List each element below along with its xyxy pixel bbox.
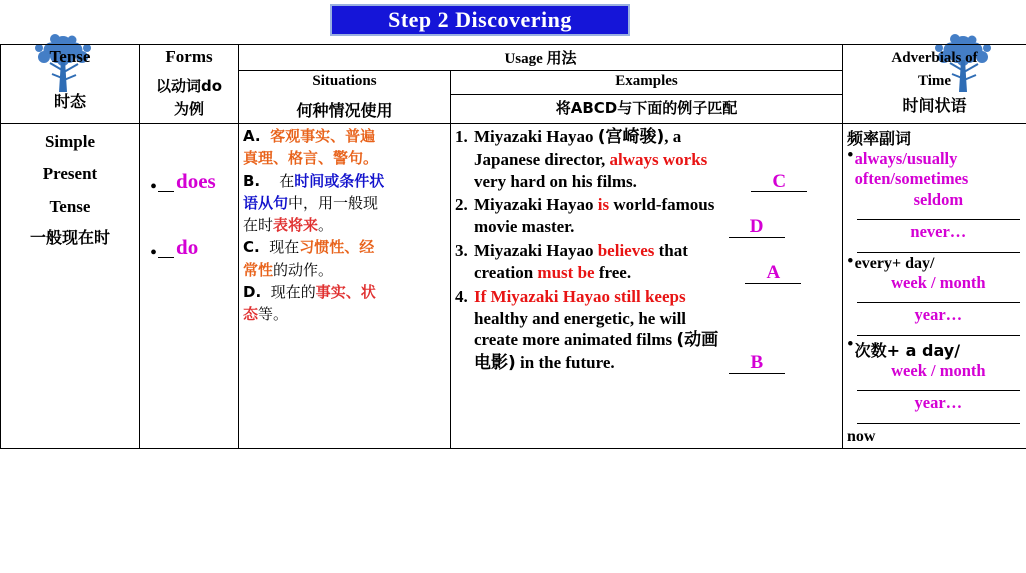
header-examples-cn: 将ABCD与下面的例子匹配: [451, 95, 843, 124]
header-adverbials-cn: 时间状语: [902, 95, 967, 115]
example-number: 1.: [455, 127, 468, 146]
grammar-table: [0, 44, 1026, 449]
bullet-icon: •: [150, 241, 158, 264]
adverbial-line: every+ day/: [854, 254, 935, 272]
adverbial-line: 次数+ a day/: [854, 340, 961, 360]
slide-title-banner: [330, 4, 630, 36]
adverbials-heading: 频率副词: [847, 129, 912, 148]
blank-rule[interactable]: [857, 293, 1020, 303]
example-text: Miyazaki Hayao is world-famous movie master. D: [474, 194, 838, 238]
adverbial-group-frequency: [847, 145, 1022, 255]
situation-line: 常性的动作。: [243, 260, 334, 279]
form-word-does: does: [176, 169, 216, 193]
situation-line: 态等。: [243, 305, 289, 324]
tense-line3: Tense: [49, 196, 91, 216]
example-item: [455, 194, 838, 238]
blank-rule[interactable]: [857, 414, 1020, 424]
fill-blank[interactable]: [158, 177, 174, 192]
blank-rule[interactable]: [857, 381, 1020, 391]
fill-blank[interactable]: [158, 243, 174, 258]
cell-forms: [140, 124, 239, 449]
page-title: Step 2 Discovering: [388, 7, 572, 32]
header-adverbials-line2: Time: [917, 73, 952, 90]
adverbial-line: never…: [910, 222, 967, 242]
example-number: 4.: [455, 286, 468, 306]
example-item: [455, 286, 838, 375]
bullet-icon: •: [150, 175, 158, 198]
form-entry-does: [150, 169, 234, 198]
bullet-icon: •: [847, 145, 854, 166]
header-situations: [239, 71, 451, 124]
header-usage: Usage 用法: [239, 45, 843, 71]
tense-line1: Simple: [44, 132, 96, 151]
example-number: 3.: [455, 241, 468, 261]
adverbial-line: week / month: [891, 360, 986, 380]
header-examples-en: Examples: [451, 71, 843, 95]
cell-adverbials: [843, 124, 1026, 449]
blank-rule[interactable]: [857, 243, 1020, 253]
adverbial-line: week / month: [891, 272, 986, 292]
example-text: If Miyazaki Hayao still keeps healthy and energetic, he will create more animated films (动画 电影) in the future. B: [474, 286, 838, 375]
example-text: Miyazaki Hayao believes that creation must be free. A: [474, 240, 838, 284]
cell-tense: [1, 124, 140, 449]
example-answer[interactable]: B: [729, 353, 785, 374]
example-number: 2.: [455, 195, 468, 215]
form-word-do: do: [176, 234, 199, 259]
header-situations-cn: 何种情况使用: [296, 101, 393, 120]
header-forms-cn2: 为例: [173, 99, 204, 118]
adverbial-line: seldom: [913, 189, 964, 209]
tense-cn: 一般现在时: [29, 227, 110, 247]
adverbial-line: always/usually: [854, 149, 958, 168]
cell-examples: [451, 124, 843, 449]
situation-line: A. 客观事实、普遍: [243, 127, 376, 145]
example-answer[interactable]: A: [745, 263, 801, 284]
example-answer[interactable]: D: [729, 217, 785, 238]
header-tense: [1, 45, 140, 124]
situation-line: 语从句中，用一般现: [243, 193, 379, 212]
example-item: [455, 240, 838, 284]
situation-line: D. 现在的事实、状: [243, 283, 376, 302]
example-item: [455, 126, 838, 192]
header-adverbials-line1: Adverbials of: [891, 50, 978, 66]
situation-line: B. 在时间或条件状: [243, 171, 385, 190]
header-forms-cn1: 以动词do: [155, 77, 223, 95]
header-tense-en: Tense: [49, 47, 91, 66]
situation-line: 真理、格言、警句。: [243, 149, 379, 168]
adverbial-group-times: [847, 333, 1022, 426]
tense-line2: Present: [42, 164, 98, 184]
example-text: Miyazaki Hayao (宫崎骏), a Japanese director, always works very hard on his films. C: [474, 126, 838, 192]
situation-line: C. 现在习惯性、经: [243, 238, 375, 257]
bullet-icon: •: [847, 333, 854, 355]
adverbial-group-every: [847, 250, 1022, 338]
header-tense-cn: 时态: [53, 92, 86, 111]
adverbial-line: year…: [914, 305, 963, 325]
cell-situations: [239, 124, 451, 449]
form-entry-do: [150, 234, 234, 264]
example-answer[interactable]: C: [751, 172, 807, 193]
blank-rule[interactable]: [857, 210, 1020, 220]
adverbial-line: year…: [914, 393, 963, 413]
blank-rule[interactable]: [857, 326, 1020, 336]
header-forms-en: Forms: [165, 47, 213, 66]
header-adverbials: [843, 45, 1026, 124]
situation-line: 在时表将来。: [243, 216, 334, 235]
header-situations-en: Situations: [312, 73, 377, 89]
bullet-icon: •: [847, 250, 854, 272]
header-forms: [140, 45, 239, 124]
adverbial-line: often/sometimes: [854, 169, 969, 189]
adverbial-now: now: [847, 427, 876, 445]
